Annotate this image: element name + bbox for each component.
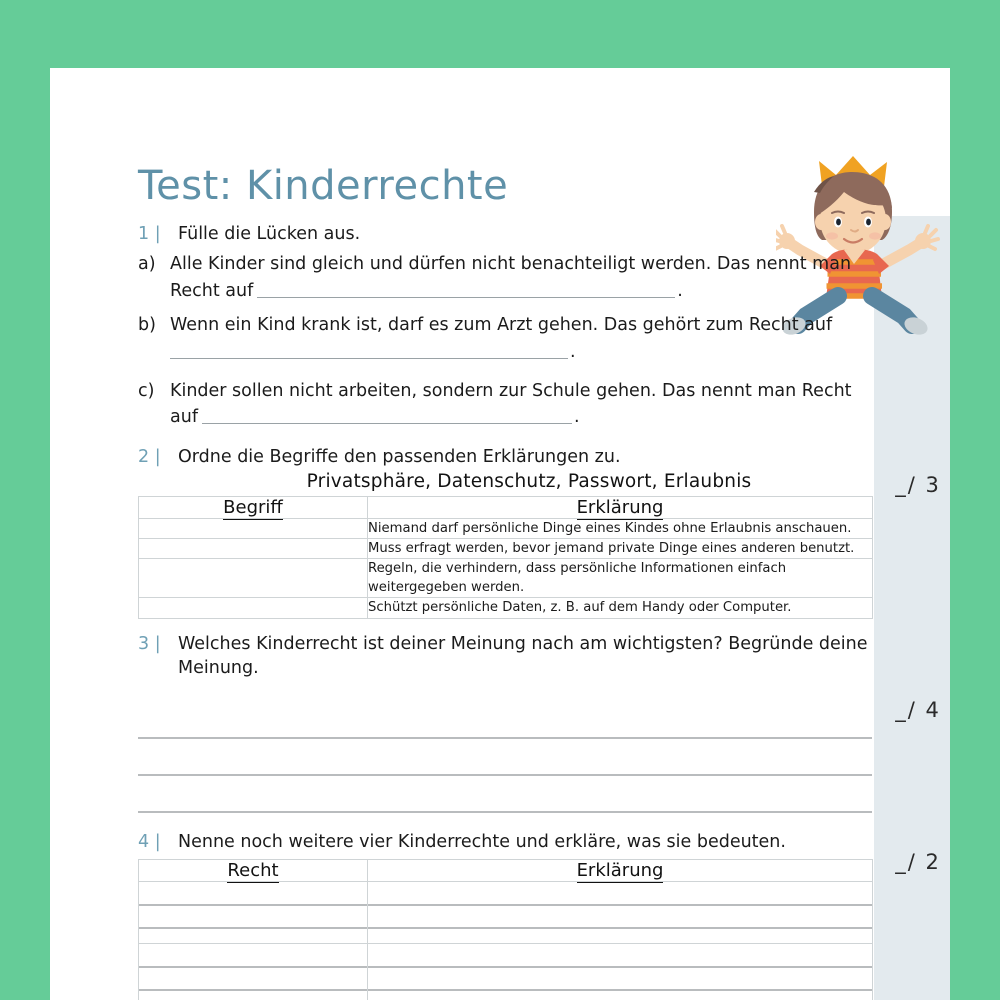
item-text-b <box>170 312 872 365</box>
answer-line[interactable] <box>138 702 872 739</box>
task-1-prompt: Fülle die Lücken aus. <box>178 224 361 244</box>
task-4-table <box>138 859 873 1000</box>
task-1-heading <box>138 222 872 246</box>
task-4-number: 4 | <box>138 831 161 852</box>
page-title: Test: Kinderrechte <box>138 163 509 209</box>
item-c-punct: . <box>573 407 580 428</box>
cell-write-line[interactable] <box>139 906 367 929</box>
item-text-a <box>170 251 872 304</box>
erklaerung-cell-2: Muss erfragt werden, bevor jemand private Dinge eines anderen benutzt. <box>368 538 873 558</box>
task-3-heading <box>138 632 872 680</box>
worksheet-content <box>138 164 872 1000</box>
item-label-c: c) <box>138 380 155 401</box>
item-text-c <box>170 378 872 431</box>
item-a-sentence: Alle Kinder sind gleich und dürfen nicht benachteiligt werden. Das nennt man Recht auf <box>170 254 852 301</box>
task-3-prompt: Welches Kinderrecht ist deiner Meinung nach am wichtigsten? Begründe deine Meinung. <box>178 633 868 678</box>
table-row <box>139 598 873 618</box>
erklaerung-cell-3: Regeln, die verhindern, dass persönliche Informationen einfach weitergegeben werden. <box>368 559 873 598</box>
header-erklaerung-2: Erklärung <box>368 859 873 881</box>
begriff-input-cell-3[interactable] <box>139 559 368 598</box>
task-1-item-c <box>138 378 872 431</box>
score-mark-task1: _/ 3 <box>895 473 941 497</box>
recht-input-cell-2[interactable] <box>139 943 368 1000</box>
cell-write-line[interactable] <box>368 968 872 991</box>
erklaerung-cell-4: Schützt persönliche Daten, z. B. auf dem Handy oder Computer. <box>368 598 873 618</box>
answer-line[interactable] <box>138 776 872 813</box>
header-begriff: Begriff <box>139 496 368 518</box>
task-3-answer-area[interactable] <box>138 702 872 813</box>
answer-blank-c[interactable] <box>202 407 572 424</box>
begriff-input-cell-2[interactable] <box>139 538 368 558</box>
table-row <box>139 518 873 538</box>
item-label-b: b) <box>138 315 156 336</box>
answer-line[interactable] <box>138 739 872 776</box>
task-4-prompt: Nenne noch weitere vier Kinderrechte und erkläre, was sie bedeuten. <box>178 831 786 852</box>
item-a-punct: . <box>677 280 683 301</box>
task-1-number: 1 | <box>138 224 161 244</box>
erklaerung-input-cell-2[interactable] <box>368 943 873 1000</box>
task-3-number: 3 | <box>138 633 161 654</box>
answer-blank-a[interactable] <box>257 281 675 298</box>
erklaerung-input-cell-1[interactable] <box>368 881 873 943</box>
recht-input-cell-1[interactable] <box>139 881 368 943</box>
cell-write-line[interactable] <box>368 944 872 968</box>
cell-write-line[interactable] <box>368 882 872 906</box>
task-1-item-a <box>138 251 872 304</box>
cell-write-line[interactable] <box>139 944 367 968</box>
task-2-prompt: Ordne die Begriffe den passenden Erklärungen zu. <box>178 446 621 467</box>
task-2-table <box>138 496 873 619</box>
erklaerung-cell-1: Niemand darf persönliche Dinge eines Kindes ohne Erlaubnis anschauen. <box>368 518 873 538</box>
table-row <box>139 881 873 943</box>
task-2-wordbank: Privatsphäre, Datenschutz, Passwort, Erlaubnis <box>306 470 752 492</box>
task-2-number: 2 | <box>138 446 161 467</box>
table-header-row <box>139 859 873 881</box>
table-header-row <box>139 496 873 518</box>
score-mark-task3: _/ 2 <box>895 850 941 874</box>
begriff-input-cell-1[interactable] <box>139 518 368 538</box>
task-2-heading <box>138 445 872 469</box>
header-erklaerung: Erklärung <box>368 496 873 518</box>
task-1-item-b <box>138 312 872 365</box>
task-4-heading <box>138 830 872 854</box>
table-row <box>139 943 873 1000</box>
item-c-sentence: Kinder sollen nicht arbeiten, sondern zur Schule gehen. Das nennt man Recht auf <box>170 380 852 428</box>
cell-write-line[interactable] <box>368 906 872 929</box>
score-mark-task2: _/ 4 <box>895 698 941 722</box>
item-b-sentence: Wenn ein Kind krank ist, darf es zum Arzt gehen. Das gehört zum Recht auf <box>170 315 833 336</box>
item-label-a: a) <box>138 254 156 275</box>
begriff-input-cell-4[interactable] <box>139 598 368 618</box>
answer-blank-b[interactable] <box>170 342 568 359</box>
cell-write-line[interactable] <box>139 968 367 991</box>
cell-write-line[interactable] <box>139 882 367 906</box>
item-b-punct: . <box>570 341 576 362</box>
table-row <box>139 538 873 558</box>
worksheet-page <box>50 68 950 1000</box>
header-recht: Recht <box>139 859 368 881</box>
table-row <box>139 559 873 598</box>
